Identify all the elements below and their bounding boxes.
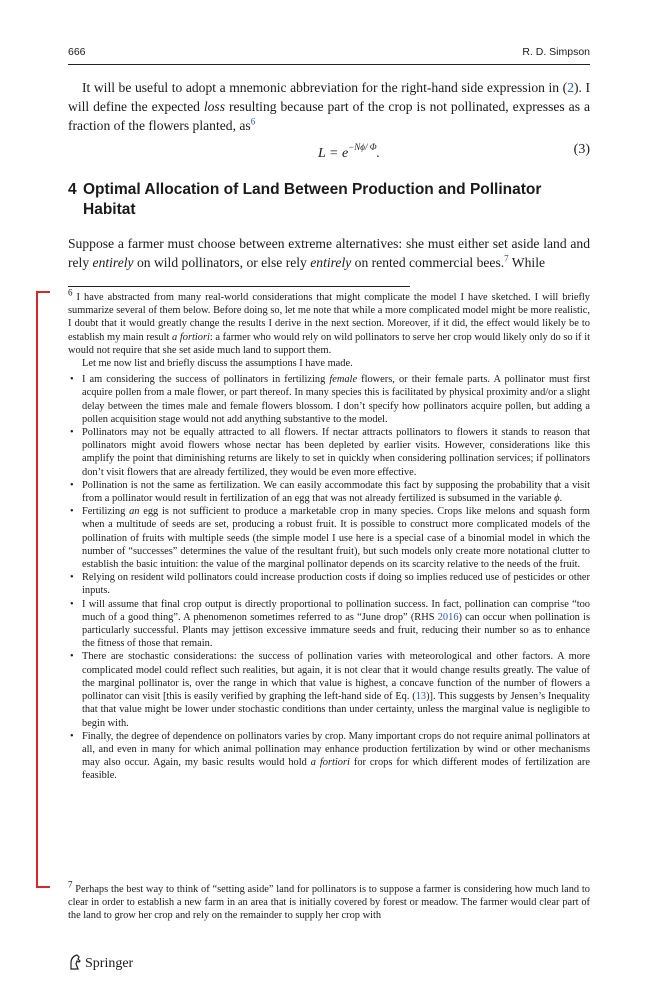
equation-expression: $L = e^{-N\phi/ \Phi}$.	[318, 142, 381, 161]
list-item: • Finally, the degree of dependence on pollinators varies by crop. Many important crops do not require animal pollinators at all, and even in many for which animal pollination may enhance production fertilization by wind or other mechanisms may also occur. Again, my basic results would hold a fortiori for crops for which different modes of fertilization are feasible.	[70, 730, 590, 782]
publisher-name: Springer	[85, 956, 134, 971]
footnote-7-ref[interactable]: 7	[504, 253, 509, 264]
footnote-6-ref[interactable]: 6	[250, 116, 256, 127]
list-item: • I will assume that final crop output is directly proportional to pollination success. In fact, pollination can comprise “too much of a good thing”. A phenomenon sometimes referred to as “June drop” (RHS 2016) can occur when pollination is particularly successful. Plants may jettison excessive immature seeds and fruit, reducing their number so as to enhance the fitness of those that remain.	[70, 598, 590, 650]
equation-3	[68, 142, 590, 164]
list-item: • There are stochastic considerations: the success of pollination varies with meteorological and other factors. A more complicated model could reflect such realities, but again, it is not clear that it would change results greatly. The value of the marginal pollinator is, over the range in which that value is highest, a concave function of the number of flowers a pollinator can visit [this is easily verified by graphing the left-hand side of Eq. (13)]. This suggests by Jensen’s Inequality that that value might be lower under stochastic conditions than under certainty, unless the marginal value is negligible to begin with.	[70, 651, 590, 729]
rhs-2016-citation-link[interactable]: 2016	[437, 611, 459, 623]
list-item: • Relying on resident wild pollinators could increase production costs if doing so implies reduced use of pesticides or other inputs.	[70, 572, 590, 597]
paragraph-intro: It will be useful to adopt a mnemonic abbreviation for the right-hand side expression in (2). I will define the expected loss resulting because part of the crop is not pollinated, expresses as a fraction of the flowers planted, as$^6$	[68, 80, 590, 133]
list-item: • Pollination is not the same as fertilization. We can easily accommodate this fact by supposing the probability that a visit from a pollinator would result in fertilization of an egg that was not already fertilized is subsumed in the variable ϕ.	[70, 479, 590, 505]
page-number: 666	[68, 46, 86, 58]
assumption-list	[68, 373, 590, 782]
equation-number: (3)	[573, 142, 590, 157]
running-header	[68, 46, 590, 65]
eq-2-link[interactable]: 2	[567, 80, 574, 95]
section-heading	[68, 180, 590, 220]
footnote-6-lead: Let me now list and briefly discuss the assumptions I have made.	[82, 358, 353, 370]
list-item: • Fertilizing an egg is not sufficient to produce a marketable crop in many species. Crops like melons and squash form when a multitude of seeds are set, producing a robust fruit. It is possible to construct more complicated models of the pollination of fruits with multiple seeds (the simple model I use here is a special case of a binomial model in which the number of “successes” determines the value of the resultant fruit), but such models only create more notational clutter to establish the basic intuition: the value of the marginal pollinator depends on its scarcity relative to the needs of the fruit.	[70, 506, 590, 571]
section-title: Optimal Allocation of Land Between Production and Pollinator Habitat	[83, 181, 542, 218]
footnote-6-intro: $^6$ I have abstracted from many real-world considerations that might complicate the model I have sketched. I will briefly summarize several of them below. Before doing so, let me note that while a more complicated model might be more realistic, I doubt that it would greatly change the results I derive in the next section. Moreover, if it did, the effect would likely be to establish my main result a fortiori: a farmer who would rely on wild pollinators to serve her crop would likely only do so if it would not require that she set aside much land to support them.	[68, 287, 590, 356]
eq-13-link[interactable]: 13	[415, 691, 427, 703]
annotation-bracket	[36, 291, 50, 888]
footnote-rule	[68, 286, 410, 287]
running-head-author: R. D. Simpson	[522, 46, 590, 58]
springer-horse-icon	[68, 954, 82, 975]
paragraph-section-4: Suppose a farmer must choose between extreme alternatives: she must either set aside land and rely entirely on wild pollinators, or else rely entirely on rented commercial bees.$^7$ While	[68, 236, 590, 270]
footnote-7: $^7$ Perhaps the best way to think of “setting aside” land for pollinators is to suppose a farmer is considering how much land to clear in order to establish a new farm in an area that is initially covered by forest or meadow. The farmer would clear part of the land to grow her crop and rely on the remainder to supply her crop with	[68, 879, 590, 922]
list-item: • Pollinators may not be equally attracted to all flowers. If nectar attracts pollinators to flowers it stands to reason that pollinators might avoid flowers whose nectar has been depleted by earlier visits. However, considerations like this amplify the point that diminishing returns are likely to set in quickly when considering pollination services; if pollinators don’t visit flowers that are already fertilized, they would be even more effective.	[70, 427, 590, 478]
list-item: • I am considering the success of pollinators in fertilizing female flowers, or their female parts. A pollinator must first acquire pollen from a male flower, or part thereof. In many species this is facilitated by physical proximity and/or a slight delay between the times male and female flowers blossom. I don’t specify how pollinators acquire pollen, but adding a pollen acquisition stage would not add anything substantive to the model.	[70, 374, 590, 425]
publisher-footer	[68, 954, 133, 975]
footnote-6	[68, 287, 590, 783]
section-number: 4	[68, 181, 77, 198]
